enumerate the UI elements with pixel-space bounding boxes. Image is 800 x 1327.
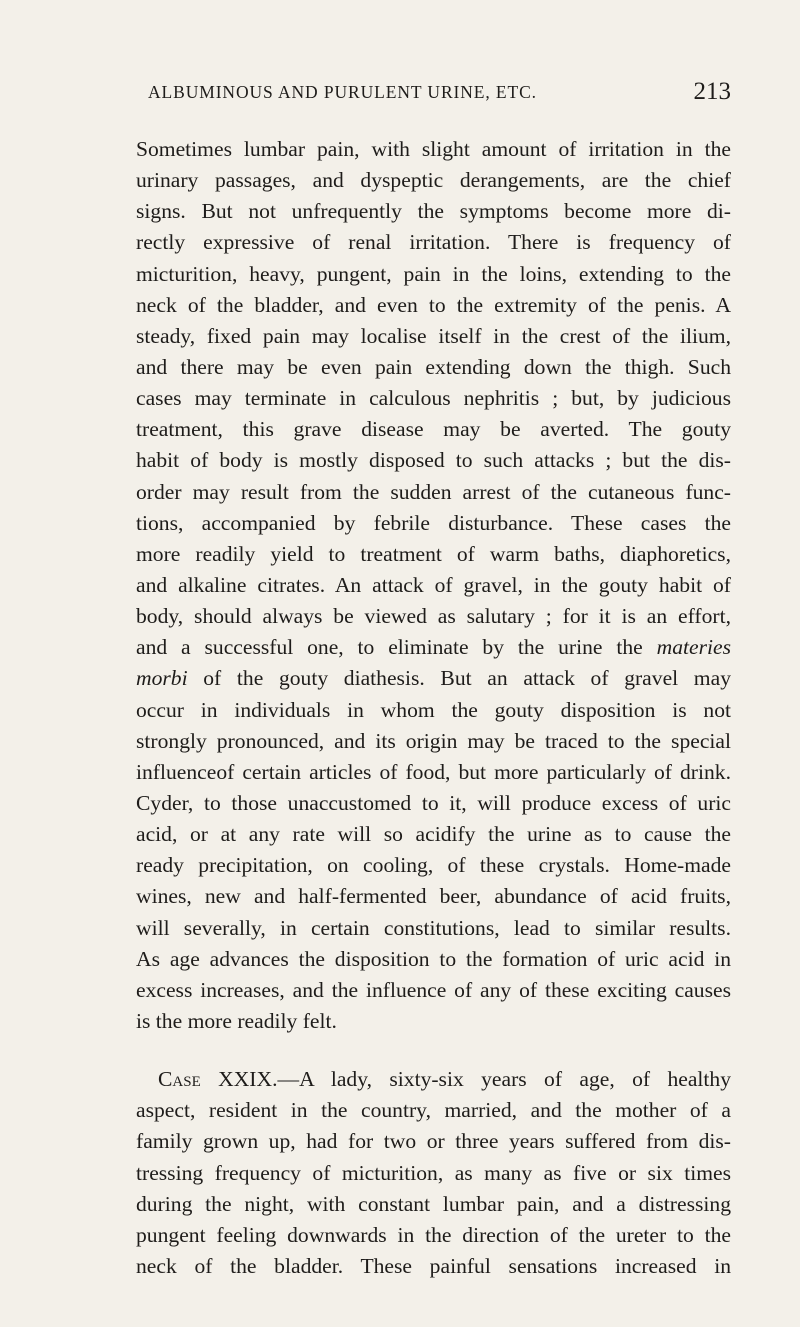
text-line: excess increases, and the influence of any of these exciting causes <box>136 977 731 1002</box>
text-line-with-italic <box>136 632 731 663</box>
text-line: during the night, with constant lumbar pain, and a distressing <box>136 1191 731 1216</box>
text-line: occur in individuals in whom the gouty disposition is not <box>136 697 731 722</box>
text-line: and alkaline citrates. An attack of gravel, in the gouty habit of <box>136 572 731 597</box>
paragraph-gap <box>136 1037 731 1064</box>
page-number: 213 <box>693 78 731 105</box>
text-line: micturition, heavy, pungent, pain in the loins, extending to the <box>136 261 731 286</box>
case-label: Case XXIX. <box>158 1067 278 1092</box>
text-line-with-italic <box>136 663 731 694</box>
italic-term: morbi <box>136 666 188 691</box>
text-line: tions, accompanied by febrile disturbance. These cases the <box>136 510 731 535</box>
text-line: tressing frequency of micturition, as many as five or six times <box>136 1160 731 1185</box>
running-header <box>136 78 731 114</box>
text-segment: —A lady, sixty-six years of age, of healthy <box>277 1067 731 1092</box>
text-line: influenceof certain articles of food, but more particularly of drink. <box>136 759 731 784</box>
italic-term: materies <box>656 635 731 660</box>
text-line: rectly expressive of renal irritation. There is frequency of <box>136 230 731 255</box>
text-segment: and a successful one, to eliminate by the urine the <box>136 635 643 660</box>
text-line: treatment, this grave disease may be averted. The gouty <box>136 417 731 442</box>
case-heading-line <box>136 1064 731 1095</box>
text-line: neck of the bladder. These painful sensations increased in <box>136 1253 731 1278</box>
text-line: signs. But not unfrequently the symptoms become more di- <box>136 199 731 224</box>
text-line: urinary passages, and dyspeptic derangements, are the chief <box>136 168 731 193</box>
text-line: steady, fixed pain may localise itself in the crest of the ilium, <box>136 323 731 348</box>
text-line: and there may be even pain extending down the thigh. Such <box>136 354 731 379</box>
text-segment: of the gouty diathesis. But an attack of gravel may <box>187 666 731 691</box>
text-line: is the more readily felt. <box>136 1008 337 1033</box>
running-title: ALBUMINOUS AND PURULENT URINE, ETC. <box>148 82 537 102</box>
paragraph <box>136 134 731 1037</box>
text-line: order may result from the sudden arrest of the cutaneous func- <box>136 479 731 504</box>
text-line: Sometimes lumbar pain, with slight amount of irritation in the <box>136 137 731 161</box>
body-text <box>136 134 731 1282</box>
text-line: family grown up, had for two or three years suffered from dis- <box>136 1129 731 1154</box>
text-line: more readily yield to treatment of warm baths, diaphoretics, <box>136 541 731 566</box>
text-line: acid, or at any rate will so acidify the urine as to cause the <box>136 822 731 847</box>
text-line: habit of body is mostly disposed to such attacks ; but the dis- <box>136 448 731 473</box>
text-line: pungent feeling downwards in the direction of the ureter to the <box>136 1222 731 1247</box>
text-line: cases may terminate in calculous nephritis ; but, by judicious <box>136 386 731 411</box>
case-paragraph <box>136 1064 731 1282</box>
text-line: body, should always be viewed as salutary ; for it is an effort, <box>136 604 731 629</box>
text-line: As age advances the disposition to the formation of uric acid in <box>136 946 731 971</box>
text-line: ready precipitation, on cooling, of these crystals. Home-made <box>136 853 731 878</box>
text-line: neck of the bladder, and even to the extremity of the penis. A <box>136 292 731 317</box>
text-line: strongly pronounced, and its origin may be traced to the special <box>136 728 731 753</box>
text-line: wines, new and half-fermented beer, abundance of acid fruits, <box>136 884 731 909</box>
text-line: Cyder, to those unaccustomed to it, will produce excess of uric <box>136 790 731 815</box>
text-line: aspect, resident in the country, married, and the mother of a <box>136 1098 731 1123</box>
text-line: will severally, in certain constitutions, lead to similar results. <box>136 915 731 940</box>
